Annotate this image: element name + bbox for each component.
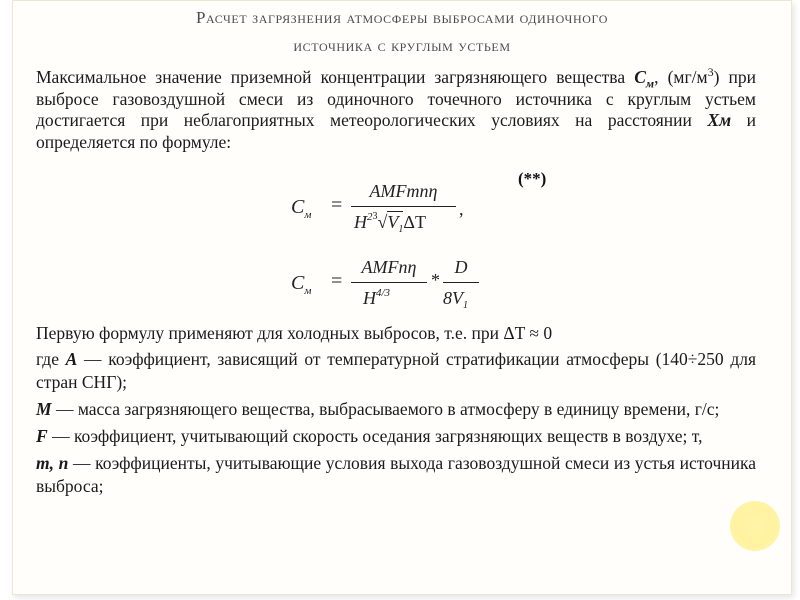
formula-1-equals: =	[331, 194, 343, 216]
formula-1-lhs	[291, 196, 311, 219]
formula-1-radicand	[387, 211, 404, 235]
formula-2-fraction-bar	[351, 282, 427, 283]
formula-2-numerator-2: D	[454, 257, 468, 277]
definition-m-text: — масса загрязняющего вещества, выбрасываемого в атмосферу в единицу времени, г/с;	[51, 399, 720, 419]
formula-1-numerator: AMFmnη	[369, 181, 438, 201]
intro-text-4: и определяется по формуле:	[36, 110, 756, 153]
definition-m	[36, 398, 756, 421]
formula-2-lhs-sub: м	[304, 285, 312, 297]
formula-1-lhs-sub: м	[304, 209, 312, 221]
formula-2-equals: =	[331, 270, 343, 292]
formula-1-v-sub: 1	[398, 224, 404, 235]
formula-1-root-index: 3	[372, 211, 378, 222]
title-line-1: Расчет загрязнения атмосферы выбросами одиночного	[196, 8, 608, 27]
intro-text-2: , (мг/м	[654, 67, 708, 87]
formula-1-denominator	[354, 212, 426, 233]
definition-a	[36, 348, 756, 394]
xm-variable: Хм	[707, 110, 732, 131]
formula-2-h-exp: 4/3	[376, 287, 391, 299]
definition-mn-text: — коэффициенты, учитывающие условия выхода газовоздушной смеси из устья источника выброса;	[36, 453, 756, 496]
formula-2	[291, 255, 511, 319]
formula-2-multiply: *	[431, 270, 440, 290]
intro-text-1: Максимальное значение приземной концентрации загрязняющего вещества	[36, 67, 635, 87]
formula-label: (**)	[518, 169, 547, 188]
slide-frame	[12, 0, 792, 595]
cm-variable	[634, 67, 655, 91]
formula-2-numerator: AMFnη	[361, 257, 417, 277]
definition-a-prefix: где	[36, 349, 66, 369]
unit-superscript: 3	[707, 65, 714, 80]
formula-2-lhs-letter: C	[291, 272, 305, 294]
slide-title	[13, 4, 791, 60]
first-formula-note: Первую формулу применяют для холодных выбросов, т.е. при ΔT ≈ 0	[36, 323, 553, 343]
cursor-highlight-circle	[730, 501, 780, 551]
formula-2-denominator	[363, 288, 390, 309]
formula-1-comma: ,	[459, 199, 464, 219]
intro-text-3: ) при выбросе газовоздушной смеси из одиночного точечного источника с круглым устьем достигается при неблагоприятных метеорологических условиях на расстоянии	[36, 67, 756, 131]
formula-2-fraction-bar-2	[443, 282, 479, 283]
formula-1-lhs-letter: C	[291, 196, 305, 218]
cm-subscript: м	[645, 76, 655, 91]
title-line-2: источника с круглым устьем	[293, 36, 511, 55]
definition-f	[36, 425, 756, 448]
a-variable: A	[65, 349, 78, 369]
formula-1-v: V	[387, 212, 399, 232]
definition-a-text: — коэффициент, зависящий от температурной стратификации атмосферы (140÷250 для стран СНГ);	[36, 349, 757, 392]
formula-1-fraction-bar	[351, 206, 456, 207]
cm-letter: C	[634, 67, 646, 87]
definitions-list	[36, 321, 756, 498]
intro-block	[36, 67, 756, 154]
formula-2-h: H	[363, 288, 376, 308]
f-variable: F	[36, 426, 48, 446]
formula-1-dt: ΔT	[403, 212, 426, 232]
formula-1-h: H	[354, 212, 367, 232]
formula-1	[291, 181, 491, 241]
formula-1-h-exp: 2	[367, 211, 373, 223]
radical-icon: √	[377, 212, 388, 232]
formula-2-denominator-2	[443, 288, 468, 309]
formula-2-lhs	[291, 272, 311, 295]
m-variable: M	[36, 399, 52, 419]
definition-mn	[36, 452, 756, 498]
formula-2-8v: 8V	[443, 288, 463, 308]
formula-2-8v-sub: 1	[463, 300, 468, 311]
mn-variable: m, n	[36, 453, 69, 473]
intro-paragraph	[36, 67, 756, 154]
definition-f-text: — коэффициент, учитывающий скорость оседания загрязняющих веществ в воздухе; т,	[47, 426, 703, 446]
